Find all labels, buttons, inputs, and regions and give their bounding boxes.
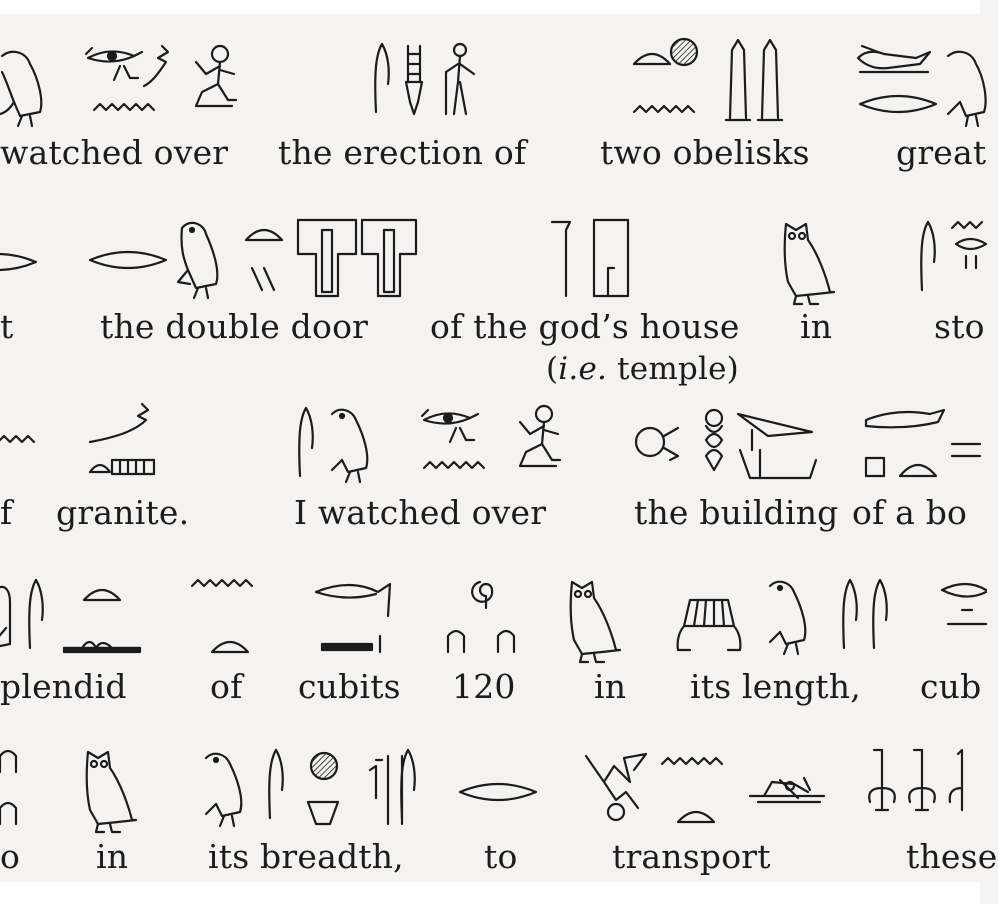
owl-glyph: [571, 582, 620, 662]
word-cub: cub: [920, 667, 982, 706]
word-granite: granite.: [56, 493, 190, 532]
knife-glyph: [738, 414, 812, 450]
door-glyph: [362, 220, 416, 296]
ladder-glyph: [406, 46, 422, 114]
reed-leaf-glyph: [299, 408, 313, 476]
word-f: f: [0, 493, 13, 532]
hobble-glyph: [0, 751, 16, 772]
reed-leaf-glyph: [370, 756, 402, 824]
word-120: 120: [452, 667, 516, 706]
boat-glyph: [740, 450, 816, 478]
owl-glyph: [87, 752, 136, 832]
hobble-glyph: [498, 631, 514, 652]
ie-abbreviation: i.e.: [558, 351, 608, 387]
word-i-watched-over: I watched over: [294, 493, 547, 532]
water-ripple-glyph: [952, 222, 986, 268]
word-ie-temple: (i.e. temple): [546, 351, 739, 387]
word-of-the-gods-house: of the god’s house: [430, 307, 740, 346]
obelisk-glyph: [758, 40, 782, 120]
eye-glyph: [86, 48, 142, 80]
word-the-building: the building: [634, 493, 839, 532]
spiral-glyph: [472, 582, 492, 608]
water-ripple-glyph: [634, 106, 694, 112]
strokes-glyph: [252, 268, 274, 290]
reed-leaf-glyph: [29, 580, 43, 648]
word-two-obelisks: two obelisks: [600, 133, 810, 172]
word-of: of: [210, 667, 243, 706]
bread-loaf-glyph: [212, 642, 248, 652]
plant-glyph: [909, 750, 935, 810]
word-in: in: [800, 307, 833, 346]
word-o: o: [0, 837, 21, 876]
seated-man-glyph: [196, 46, 236, 106]
plant-glyph: [869, 750, 895, 810]
bird-glyph: [0, 587, 10, 646]
granary-glyph: [90, 460, 154, 474]
bird-glyph: [0, 52, 41, 126]
house-glyph: [594, 220, 628, 296]
basket-glyph: [678, 600, 741, 650]
reed-leaf-glyph: [843, 580, 857, 648]
plant-glyph: [950, 750, 962, 810]
owl-glyph: [785, 224, 834, 304]
word-the-erection-of: the erection of: [278, 133, 527, 172]
water-ripple-glyph: [192, 580, 252, 586]
pot-glyph: [308, 802, 338, 824]
swallow-glyph: [858, 46, 930, 72]
word-of-a-bo: of a bo: [852, 493, 968, 532]
reed-leaf-glyph: [921, 222, 935, 290]
word-watched-over: watched over: [0, 133, 229, 172]
word-great: great: [896, 133, 987, 172]
word-cubits: cubits: [298, 667, 401, 706]
word-its-length: its length,: [690, 667, 861, 706]
word-sto: sto: [934, 307, 985, 346]
reed-leaf-glyph: [269, 750, 283, 818]
bread-loaf-glyph: [678, 812, 714, 822]
hobble-glyph: [448, 631, 464, 652]
flag-pillar-glyph: [552, 222, 570, 296]
word-these: these: [906, 837, 998, 876]
ring-glyph: [636, 428, 678, 460]
water-ripple-glyph: [94, 104, 154, 110]
standing-man-glyph: [446, 44, 474, 114]
sickle-glyph: [144, 46, 168, 86]
word-to: to: [484, 837, 518, 876]
bread-loaf-glyph: [866, 458, 936, 476]
door-glyph: [298, 220, 356, 296]
seated-man-glyph: [520, 406, 560, 466]
sledge-glyph: [750, 778, 824, 802]
falcon-glyph: [178, 223, 217, 298]
stool-glyph: [866, 410, 944, 427]
fish-glyph: [942, 584, 986, 624]
mouth-glyph: [460, 784, 536, 800]
fish-glyph: [316, 584, 390, 616]
word-in: in: [594, 667, 627, 706]
bread-loaf-glyph: [84, 590, 120, 600]
sickle-glyph: [90, 404, 148, 442]
word-transport: transport: [612, 837, 771, 876]
water-ripple-glyph: [424, 462, 484, 468]
hobble-glyph: [0, 803, 16, 824]
throwing-stick-glyph: [64, 642, 140, 652]
eye-glyph: [422, 410, 478, 442]
cubit-glyph: [322, 636, 380, 652]
bird-glyph: [332, 410, 367, 482]
sledge-rope-glyph: [586, 754, 646, 820]
word-splendid: plendid: [0, 667, 127, 706]
bread-loaf-glyph: [634, 54, 670, 64]
bird-glyph: [948, 52, 986, 126]
water-ripple-glyph: [662, 758, 722, 764]
knot-glyph: [706, 410, 722, 470]
bird-glyph: [770, 582, 805, 654]
reed-leaf-glyph: [375, 44, 389, 112]
water-ripple-glyph: [0, 436, 34, 442]
bird-glyph: [206, 754, 241, 826]
word-t: t: [0, 307, 14, 346]
mouth-glyph: [0, 254, 36, 270]
obelisk-glyph: [726, 40, 750, 120]
reed-leaf-glyph: [873, 580, 887, 648]
reed-leaf-glyph: [401, 750, 415, 818]
mouth-glyph: [860, 96, 936, 112]
sun-disc-glyph: [311, 753, 337, 779]
word-its-breadth: its breadth,: [208, 837, 404, 876]
word-in: in: [96, 837, 129, 876]
arm-glyph: [952, 444, 980, 456]
word-the-double-door: the double door: [100, 307, 369, 346]
mouth-glyph: [90, 252, 166, 268]
sun-disc-glyph: [671, 39, 697, 65]
bread-loaf-glyph: [246, 230, 282, 240]
